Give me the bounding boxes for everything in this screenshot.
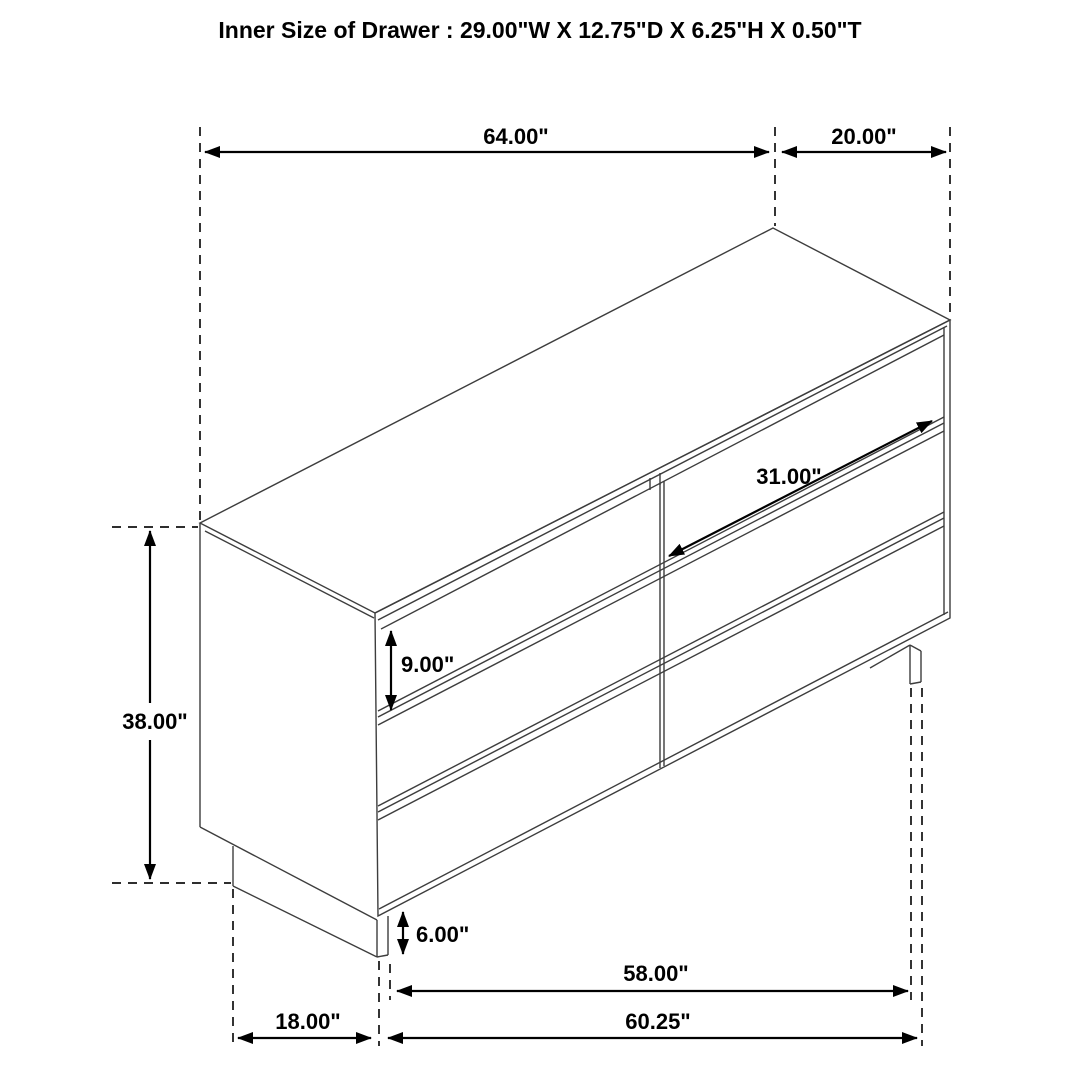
side-bottom-edge <box>200 827 377 920</box>
dim-label-drawer-height: 9.00" <box>401 652 455 677</box>
extension-lines <box>112 127 950 1046</box>
dim-label-base-height: 6.00" <box>416 922 470 947</box>
drawer-gap-line <box>378 431 944 725</box>
dimension-labels <box>122 124 896 1034</box>
diagram-title: Inner Size of Drawer : 29.00"W X 12.75"D X 6.25"H X 0.50"T <box>218 17 862 43</box>
plinth-left-face <box>233 846 388 957</box>
top-lip-side-edge <box>205 531 374 618</box>
drawer-gap-line <box>378 417 944 711</box>
plinth-left-foot-bottom <box>377 955 388 957</box>
dimension-lines <box>150 152 946 1038</box>
dim-label-top-depth: 20.00" <box>831 124 897 149</box>
drawer-area-top-edge <box>381 335 944 629</box>
plinth-right-depth-edge <box>910 645 921 651</box>
drawer-gap-row1 <box>378 417 944 725</box>
plinth-right-leg <box>870 645 921 684</box>
dresser-top-face <box>200 228 950 613</box>
dim-label-overall-width: 64.00" <box>483 124 549 149</box>
dresser-front-face <box>375 320 950 916</box>
dim-label-bottom-front-width: 60.25" <box>625 1009 691 1034</box>
dim-label-base-front-width: 58.00" <box>623 961 689 986</box>
dim-label-drawer-width: 31.00" <box>756 464 822 489</box>
dim-label-base-side-depth: 18.00" <box>275 1009 341 1034</box>
plinth-left-bottom-edge <box>233 886 377 957</box>
dresser-drawing <box>200 228 950 957</box>
dim-label-overall-height: 38.00" <box>122 709 188 734</box>
plinth-right-foot-bottom <box>910 682 921 684</box>
